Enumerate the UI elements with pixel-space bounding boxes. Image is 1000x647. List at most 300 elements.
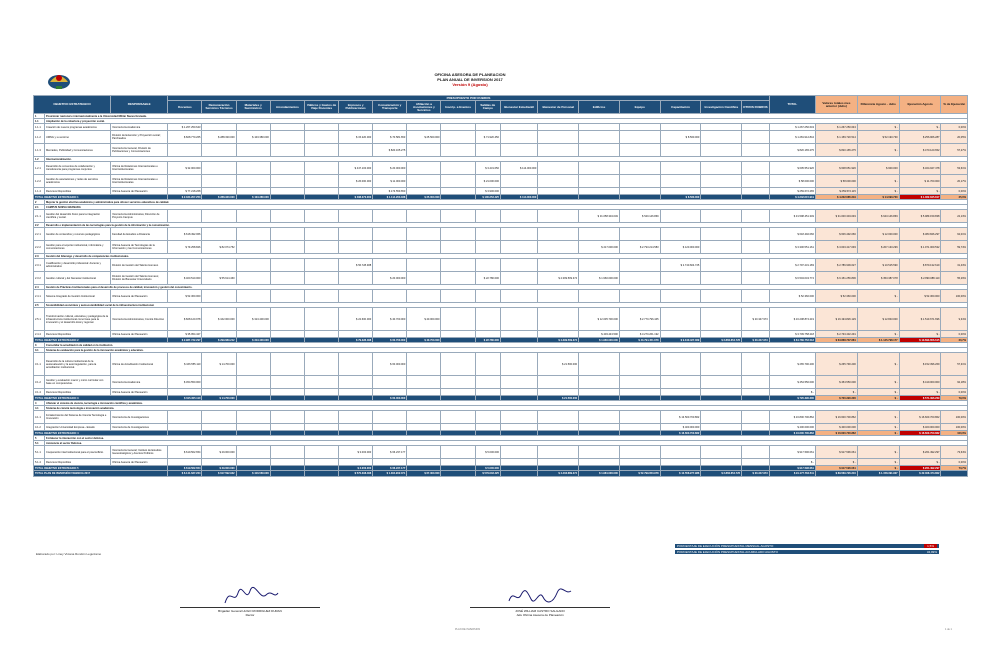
row-pct: 0,00%: [941, 331, 968, 338]
row-total: $ 3.709.758.218: [769, 331, 815, 338]
rubro-cell: $ 3.270.261.192: [619, 331, 660, 338]
row-code: 4: [34, 401, 45, 406]
rubro-cell: [538, 124, 579, 131]
rubro-cell: [441, 290, 475, 303]
row-responsible: Oficina Asesora de Planeación: [111, 459, 168, 466]
grand-exec: $ 32.308.474.802: [899, 471, 941, 477]
grand-rubro-cell: [304, 471, 338, 477]
row-responsible: División de Extensión y Proyección social; Parcheados: [111, 131, 168, 144]
rubro-cell: [500, 188, 537, 195]
col-exec: Ejecución Agosto: [899, 96, 941, 114]
row-responsible: División de Gestión del Talento Humano; División de Bienestar Universitario: [111, 272, 168, 285]
rubro-cell: [304, 376, 338, 389]
grand-rubro-cell: $ 4.403.689.374: [538, 471, 579, 477]
rubro-cell: $ 5.000.000: [475, 446, 500, 459]
rubro-total-cell: $ 66.237.177: [373, 466, 407, 471]
grand-rubro-cell: $ 6.141.637.224: [168, 471, 202, 477]
rubro-cell: [500, 241, 537, 254]
rubro-cell: [270, 424, 304, 431]
row-total: $ 1.267.250.643: [769, 124, 815, 131]
row-code: 1.2: [34, 157, 45, 162]
rubro-cell: [441, 259, 475, 272]
row-code: 2.2.2: [34, 241, 45, 254]
grand-rubro-cell: $ 2.860.654.725: [701, 471, 742, 477]
rubro-cell: [538, 411, 579, 424]
col-rubro: Equipo: [619, 101, 660, 114]
row-pct: 0,00%: [941, 124, 968, 131]
rubro-cell: [742, 459, 770, 466]
col-rubro: OTROS RUBROS: [742, 101, 770, 114]
rubro-cell: [441, 210, 475, 223]
row-total: $ -: [769, 459, 815, 466]
row-diff: $ 1.145.798.177: [857, 338, 899, 343]
row-pct: 0,00%: [941, 459, 968, 466]
rubro-cell: [202, 144, 236, 157]
rubro-total-cell: $ 114.000.000: [500, 195, 537, 200]
row-prev: $ 606.492.066: [815, 228, 857, 241]
rubro-total-cell: $ 8.560.000: [660, 195, 701, 200]
rubro-cell: [339, 144, 373, 157]
row-responsible: División de Gestión del Talento Humano: [111, 259, 168, 272]
rubro-cell: [660, 228, 701, 241]
rubro-cell: [236, 210, 270, 223]
rubro-cell: [701, 210, 742, 223]
rubro-cell: [619, 175, 660, 188]
rubro-cell: [538, 290, 579, 303]
row-exec: $ -: [899, 124, 941, 131]
row-code: 5.1.1: [34, 446, 45, 459]
rubro-cell: [339, 459, 373, 466]
row-exec: $ 1.510.671.696: [899, 308, 941, 331]
row-responsible: Vicerrectoría Académica: [111, 124, 168, 131]
rubro-cell: $ 13.500.700.862: [660, 411, 701, 424]
rubro-total-cell: $ 22.780.000: [475, 338, 500, 343]
row-description: Desarrollo de la cultura institucional de la autoevaluación y la autorregulación, para la acreditación institucional.: [45, 353, 111, 376]
accum-execution-value: 34,99%: [926, 550, 937, 554]
rubro-cell: [270, 228, 304, 241]
rubro-cell: [202, 424, 236, 431]
row-code: 1.1.2: [34, 131, 45, 144]
row-prev: $ 608.651.926: [815, 162, 857, 175]
rubro-cell: [270, 131, 304, 144]
rubro-cell: [441, 308, 475, 331]
rubro-cell: [202, 228, 236, 241]
rubro-cell: [538, 241, 579, 254]
rubro-cell: [660, 175, 701, 188]
row-code: 2.1: [34, 205, 45, 210]
footer-center: PLAN DE INVERSION: [455, 628, 481, 631]
rubro-cell: $ 3.431.050: [475, 162, 500, 175]
row-prev: $ 31.000.304.049: [815, 210, 857, 223]
row-pct: 73,7%: [941, 466, 968, 471]
row-exec: $ 324.947.478: [899, 162, 941, 175]
rubro-cell: [742, 241, 770, 254]
table-row: [34, 459, 968, 466]
rubro-cell: $ 4.399.509.374: [538, 272, 579, 285]
rubro-cell: [407, 446, 441, 459]
rubro-cell: [475, 124, 500, 131]
grand-rubro-cell: $ 579.032.425: [475, 471, 500, 477]
table-row: [34, 188, 968, 195]
rubro-cell: [373, 459, 407, 466]
rubro-cell: [441, 272, 475, 285]
rubro-cell: [236, 259, 270, 272]
row-pct: 25,0%: [941, 195, 968, 200]
rubro-cell: $ 2.770.796.445: [619, 308, 660, 331]
rubro-cell: [168, 424, 202, 431]
row-total: $ 618.492.066: [769, 228, 815, 241]
footer-page: 1 de 1: [945, 628, 952, 631]
rubro-cell: [304, 210, 338, 223]
row-pct: 9,34%: [941, 308, 968, 331]
rubro-cell: $ 21.500.000: [538, 353, 579, 376]
row-exec: $ 1.971.009.532: [899, 241, 941, 254]
rubro-cell: [168, 411, 202, 424]
rubro-cell: [701, 424, 742, 431]
row-diff: $ -: [857, 353, 899, 376]
rubro-cell: [475, 353, 500, 376]
rubro-cell: [660, 188, 701, 195]
rubro-cell: [619, 124, 660, 131]
rubro-cell: [373, 259, 407, 272]
rubro-cell: [304, 272, 338, 285]
rubro-cell: $ 619.562.654: [168, 446, 202, 459]
rubro-cell: [304, 290, 338, 303]
rubro-cell: [270, 376, 304, 389]
rubro-cell: [619, 131, 660, 144]
row-description: Gestión para el soporte institucional, informática y comunicaciones: [45, 241, 111, 254]
rubro-cell: [475, 259, 500, 272]
rubro-cell: [407, 389, 441, 396]
signature-scribble-1: [220, 585, 280, 607]
rubro-cell: [168, 175, 202, 188]
row-diff: $ 52.193.730: [857, 131, 899, 144]
rubro-cell: [500, 144, 537, 157]
row-code: 2.3.1: [34, 259, 45, 272]
rubro-cell: [270, 331, 304, 338]
rubro-cell: [742, 144, 770, 157]
rubro-cell: [538, 131, 579, 144]
rubro-cell: [619, 411, 660, 424]
rubro-cell: $ 20.000.000: [373, 162, 407, 175]
row-exec: $ 16.600.700.862: [899, 411, 941, 424]
row-pct: 62,01%: [941, 228, 968, 241]
row-code: 3.1.2: [34, 376, 45, 389]
rubro-total-cell: $ 79.328.488: [339, 338, 373, 343]
rubro-cell: $ 1.960.000.000: [579, 272, 620, 285]
row-diff: $ -: [857, 331, 899, 338]
report-title-block: [360, 72, 580, 87]
row-exec: $ 11.700.000: [899, 175, 941, 188]
rubro-cell: [538, 424, 579, 431]
row-total: $ 16.600.700.862: [769, 431, 815, 436]
rubro-cell: [270, 188, 304, 195]
row-prev: $ -: [815, 389, 857, 396]
rubro-cell: $ 22.780.000: [475, 272, 500, 285]
rubro-cell: $ 1.267.250.643: [168, 124, 202, 131]
rubro-cell: [701, 389, 742, 396]
rubro-cell: [475, 424, 500, 431]
rubro-cell: $ 79.258.826: [168, 241, 202, 254]
rubro-cell: [742, 188, 770, 195]
row-total: $ 16.208.874.219: [769, 308, 815, 331]
rubro-cell: [270, 175, 304, 188]
rubro-total-cell: $ 5.000.000: [475, 466, 500, 471]
row-prev: $ 3.003.417.093: [815, 241, 857, 254]
rubro-cell: [236, 459, 270, 466]
table-row: [34, 389, 968, 396]
rubro-cell: [339, 188, 373, 195]
rubro-cell: [441, 175, 475, 188]
rubro-cell: [742, 446, 770, 459]
row-code: 2.3.2: [34, 272, 45, 285]
row-description: Gestión de asociaciones y redes de servicios académicos: [45, 175, 111, 188]
rubro-cell: [270, 308, 304, 331]
row-exec: $ -: [899, 331, 941, 338]
table-row: [34, 124, 968, 131]
grand-rubro-cell: $ 67.300.000: [407, 471, 441, 477]
row-total: $ 454.550.000: [769, 376, 815, 389]
rubro-cell: [168, 210, 202, 223]
grand-total-row: [34, 471, 968, 477]
row-description: Recursos Disponibles: [45, 188, 111, 195]
rubro-cell: $ 288.330.000: [202, 131, 236, 144]
rubro-cell: [202, 290, 236, 303]
rubro-cell: [500, 259, 537, 272]
rubro-total-cell: $ 14.700.000: [202, 396, 236, 401]
table-row: [34, 331, 968, 338]
total-label: TOTAL OBJETIVO ESTRATEGICO 5: [34, 466, 168, 471]
rubro-cell: [441, 331, 475, 338]
row-responsible: Oficina Asesora de Planeación: [111, 389, 168, 396]
row-description: Recursos Disponibles: [45, 459, 111, 466]
row-diff: $ 353.387.078: [857, 272, 899, 285]
rubro-cell: [441, 459, 475, 466]
rubro-cell: [500, 124, 537, 131]
row-description: Mercadeo, Publicidad y Comunicaciones: [45, 144, 111, 157]
row-heading: Afianzar el sistema de ciencia, tecnología e innovación científica y académica.: [45, 401, 968, 406]
row-responsible: Oficina de Acreditación Institucional: [111, 353, 168, 376]
row-prev: $ 917.596.061: [815, 446, 857, 459]
table-row: [34, 411, 968, 424]
rubro-cell: [742, 290, 770, 303]
row-exec: $ -: [899, 389, 941, 396]
row-pct: 92,18%: [941, 376, 968, 389]
rubro-cell: [373, 376, 407, 389]
table-row: [34, 424, 968, 431]
rubro-cell: $ 618.492.066: [168, 228, 202, 241]
col-total: TOTAL: [769, 96, 815, 114]
row-code: 1.1: [34, 119, 45, 124]
rubro-cell: [660, 308, 701, 331]
rubro-cell: [701, 124, 742, 131]
row-diff: $ 900.000: [857, 162, 899, 175]
rubro-cell: [407, 353, 441, 376]
signature-line-2: [470, 607, 610, 608]
rubro-cell: [168, 389, 202, 396]
row-code: 2.2.1: [34, 228, 45, 241]
col-rubro: Afiliación a Asociaciones y Servicios: [407, 101, 441, 114]
rubro-cell: [579, 446, 620, 459]
rubro-cell: [619, 446, 660, 459]
rubro-cell: [701, 290, 742, 303]
row-code: 1.1.1: [34, 124, 45, 131]
row-responsible: Vicerrectoría Académica: [111, 376, 168, 389]
row-responsible: Facultad de Estudios a Distancia: [111, 228, 168, 241]
rubro-cell: $ 29.000.000: [202, 446, 236, 459]
rubro-cell: $ 20.347.973: [742, 308, 770, 331]
office-title: OFICINA ASESORA DE PLANEACION: [434, 72, 506, 77]
rubro-cell: [579, 124, 620, 131]
rubro-cell: [500, 175, 537, 188]
rubro-cell: [619, 188, 660, 195]
row-code: 2.4.1: [34, 290, 45, 303]
rubro-cell: [202, 331, 236, 338]
grand-rubro-cell: [270, 471, 304, 477]
row-total: $ 64.789.752.518: [769, 338, 815, 343]
rubro-cell: [202, 188, 236, 195]
rubro-cell: [701, 331, 742, 338]
rubro-cell: $ 71.920.450: [475, 131, 500, 144]
col-pct: % de Ejecución: [941, 96, 968, 114]
rubro-cell: [270, 411, 304, 424]
row-code: 2: [34, 200, 45, 205]
row-exec: $ -: [899, 188, 941, 195]
grand-rubro-cell: $ 570.398.488: [339, 471, 373, 477]
rubro-cell: [304, 259, 338, 272]
rubro-total-cell: $ 21.500.000: [538, 396, 579, 401]
grand-rubro-cell: [500, 471, 537, 477]
row-code: 1.2.2: [34, 175, 45, 188]
rubro-cell: $ 2.740.604.725: [660, 259, 701, 272]
rubro-cell: [407, 228, 441, 241]
rubro-cell: [742, 411, 770, 424]
rubro-cell: [500, 308, 537, 331]
rubro-total-cell: $ 299.689.212: [202, 338, 236, 343]
rubro-cell: [701, 175, 742, 188]
rubro-cell: [407, 188, 441, 195]
row-responsible: Vicerrectoría Administrativa; Dirección de Proyecto Campus: [111, 210, 168, 223]
row-prev: $ 16.600.700.862: [815, 431, 857, 436]
rubro-cell: [701, 162, 742, 175]
rubro-cell: [660, 272, 701, 285]
rubro-total-cell: $ 9.340.427.069: [660, 338, 701, 343]
rubro-total-cell: $ 3.000.000: [339, 466, 373, 471]
row-diff: $ -: [857, 466, 899, 471]
rubro-cell: $ 166.555.110: [168, 353, 202, 376]
rubro-cell: [441, 144, 475, 157]
rubro-total-cell: $ 29.000.000: [202, 466, 236, 471]
rubro-cell: [304, 411, 338, 424]
rubro-cell: [339, 124, 373, 131]
rubro-total-cell: $ 615.305.110: [168, 396, 202, 401]
rubro-cell: $ 3.900.000: [475, 188, 500, 195]
col-objetivo: OBJETIVO ESTRATEGICO: [34, 96, 111, 114]
rubro-cell: [236, 241, 270, 254]
col-rubro: Materiales y Suministros: [236, 101, 270, 114]
rubro-cell: [500, 389, 537, 396]
rubro-total-cell: $ 60.700.000: [373, 338, 407, 343]
rubro-cell: [304, 331, 338, 338]
row-responsible: Oficina Asesora de Tecnologías de la Información y las Comunicaciones: [111, 241, 168, 254]
rubro-cell: [579, 424, 620, 431]
total-label: TOTAL OBJETIVO ESTRATEGICO 3: [34, 396, 168, 401]
rubro-cell: [270, 210, 304, 223]
accum-execution-bar: [675, 550, 939, 554]
rubro-cell: [236, 331, 270, 338]
row-heading: Consolidar la acreditación de calidad en la institución.: [45, 343, 968, 348]
rubro-cell: [579, 144, 620, 157]
row-responsible: Oficina Asesora de Planeación: [111, 290, 168, 303]
row-pct: 20,7%: [941, 338, 968, 343]
row-diff: $ -: [857, 376, 899, 389]
rubro-cell: [441, 389, 475, 396]
col-rubro: Viáticos y Gastos de Viaje Docentes: [304, 101, 338, 114]
rubro-cell: [500, 331, 537, 338]
rubro-total-cell: $ 619.562.654: [168, 466, 202, 471]
rubro-cell: $ 25.500.000: [407, 131, 441, 144]
rubro-cell: [202, 162, 236, 175]
row-total: $ 1.281.912.844: [769, 131, 815, 144]
total-label: TOTAL OBJETIVO ESTRATEGICO 4: [34, 431, 168, 436]
row-prev: $ 52.360.000: [815, 290, 857, 303]
execution-summary: [675, 544, 939, 554]
rubro-cell: [619, 389, 660, 396]
col-rubro: Bienestar Estudiantil: [500, 101, 537, 114]
rubro-cell: $ 454.550.000: [168, 376, 202, 389]
rubro-cell: [407, 241, 441, 254]
row-code: 4.1.1: [34, 411, 45, 424]
row-total: $ 917.596.061: [769, 446, 815, 459]
grand-rubro-cell: $ 20.347.973: [742, 471, 770, 477]
rubro-cell: [475, 376, 500, 389]
rubro-cell: [742, 124, 770, 131]
row-responsible: Vicerrectoría General, División de Publicaciones y Comunicaciones: [111, 144, 168, 157]
rubro-cell: [538, 446, 579, 459]
row-total: $ 400.000.000: [769, 424, 815, 431]
rubro-cell: [168, 259, 202, 272]
row-heading: Internacionalización.: [45, 157, 968, 162]
row-exec: $ -: [899, 459, 941, 466]
rubro-cell: [500, 411, 537, 424]
rubro-cell: [441, 376, 475, 389]
row-diff: $ 643.146.869: [857, 210, 899, 223]
row-exec: $ 419.000.000: [899, 376, 941, 389]
row-heading: Asistencia al sector Defensa.: [45, 441, 968, 446]
row-diff: $ -: [857, 290, 899, 303]
row-diff: $ -: [857, 396, 899, 401]
monthly-execution-label: PORCENTAJE DE EJECUCIÓN PRESUPUESTAL MENSUAL AGOSTO: [677, 544, 774, 548]
rubro-cell: [579, 376, 620, 389]
table-row: [34, 228, 968, 241]
rubro-cell: [742, 331, 770, 338]
rubro-cell: [304, 124, 338, 131]
row-exec: $ 52.360.000: [899, 290, 941, 303]
col-rubro: Remuneración Servicios Técnicos: [202, 101, 236, 114]
rubro-cell: [441, 131, 475, 144]
rubro-cell: [538, 228, 579, 241]
row-diff: $ -: [857, 459, 899, 466]
rubro-total-cell: $ 1.114.203.028: [373, 195, 407, 200]
rubro-cell: [742, 424, 770, 431]
investment-plan-table: [33, 95, 968, 477]
row-description: UMNG y su entorno: [45, 131, 111, 144]
row-description: Recursos Disponibles: [45, 389, 111, 396]
row-prev: $ 820.165.275: [815, 144, 857, 157]
rubro-cell: [579, 389, 620, 396]
row-exec: $ 256.966.287: [899, 131, 941, 144]
rubro-cell: [304, 131, 338, 144]
